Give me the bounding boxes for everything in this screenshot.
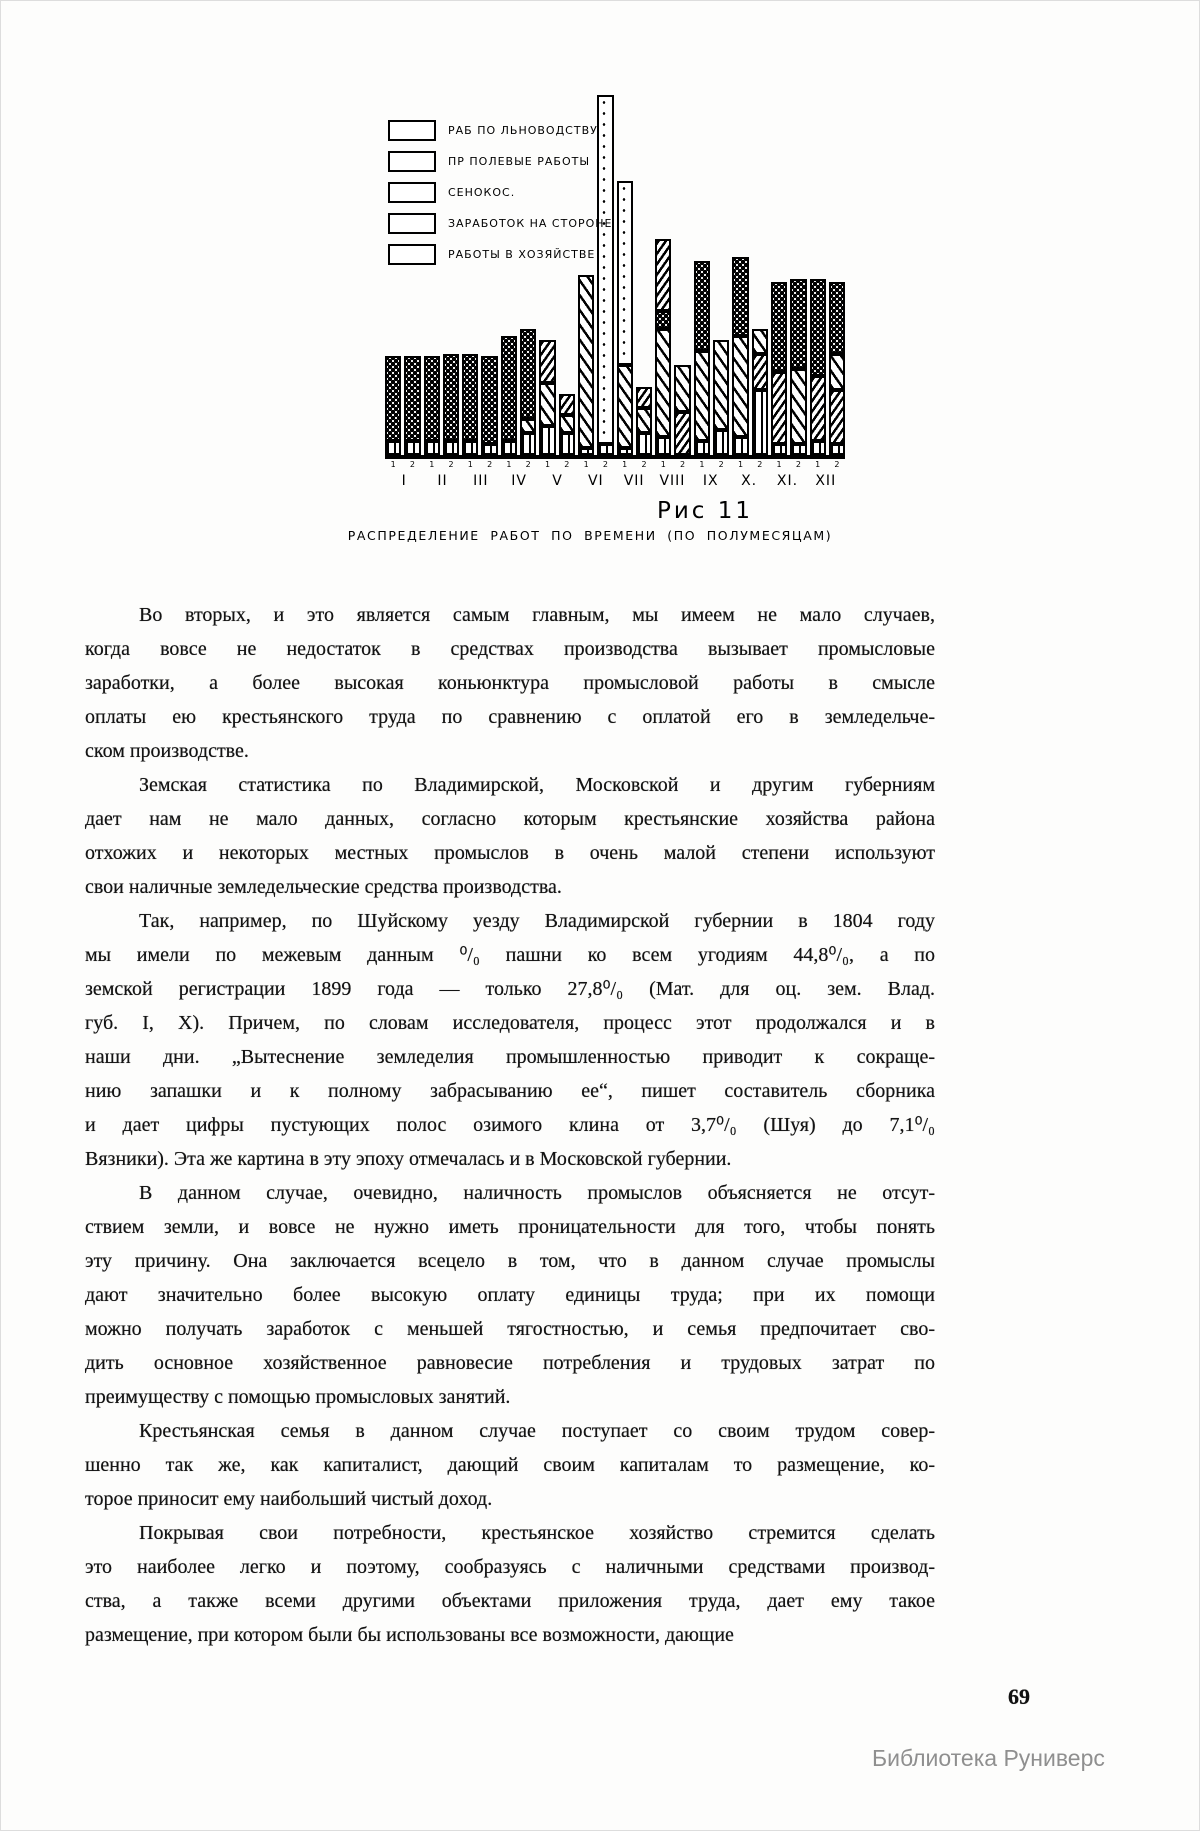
half-month-tick: 1 xyxy=(699,460,705,469)
text-line: отхожих и некоторых местных промыслов в очень малой степени используют xyxy=(85,842,935,864)
text-line: дают значительно более высокую оплату единицы труда; при их помощи xyxy=(85,1284,935,1306)
segment-polevye xyxy=(617,365,633,448)
segment-polevye xyxy=(559,415,575,433)
month-label: VI xyxy=(587,473,604,489)
bar-VII-2 xyxy=(636,387,652,455)
half-month-tick: 2 xyxy=(757,460,763,469)
segment-polevye xyxy=(713,340,729,430)
text-line: можно получать заработок с меньшей тягостностью, и семья предпочитает сво- xyxy=(85,1318,935,1340)
bar-X-1 xyxy=(732,257,748,455)
bar-VIII-1 xyxy=(655,239,671,455)
segment-hozyaystvo xyxy=(578,448,594,455)
legend-label: ПР ПОЛЕВЫЕ РАБОТЫ xyxy=(448,155,591,168)
segment-hozyaystvo xyxy=(617,448,633,455)
bar-VII-1 xyxy=(617,181,633,455)
half-month-tick: 2 xyxy=(564,460,570,469)
text-line: и дает цифры пустующих полос озимого клина от 3,7⁰/₀ (Шуя) до 7,1⁰/₀ xyxy=(85,1114,935,1136)
segment-lnovodstvo xyxy=(636,387,652,409)
month-label: II xyxy=(437,473,448,489)
segment-hozyaystvo xyxy=(694,441,710,455)
segment-zarabotok xyxy=(520,329,536,419)
segment-zarabotok xyxy=(810,279,826,376)
half-month-tick: 2 xyxy=(795,460,801,469)
segment-lnovodstvo xyxy=(829,390,845,444)
text-line: заработки, а более высокая коньюнктура промысловой работы в смысле xyxy=(85,672,935,694)
text-line: ствием земли, и вовсе не нужно иметь проницательности для того, чтобы понять xyxy=(85,1216,935,1238)
segment-zarabotok xyxy=(443,354,459,440)
segment-lnovodstvo xyxy=(655,239,671,311)
half-month-tick: 2 xyxy=(680,460,686,469)
bar-X-2 xyxy=(752,329,768,455)
segment-hozyaystvo xyxy=(481,444,497,455)
half-month-tick: 1 xyxy=(622,460,628,469)
segment-zarabotok xyxy=(694,261,710,351)
segment-polevye xyxy=(674,365,690,412)
legend-label: ЗАРАБОТОК НА СТОРОНЕ xyxy=(448,217,613,230)
bar-XI-1 xyxy=(771,282,787,455)
text-line: Покрывая свои потребности, крестьянское хозяйство стремится сделать xyxy=(139,1522,935,1544)
legend-item xyxy=(388,182,613,203)
segment-lnovodstvo xyxy=(771,372,787,444)
month-label: VIII xyxy=(659,473,686,489)
segment-zarabotok xyxy=(501,336,517,440)
month-label: IX xyxy=(702,473,719,489)
half-month-tick: 1 xyxy=(467,460,473,469)
segment-hozyaystvo xyxy=(790,444,806,455)
lnovodstvo-pattern-swatch xyxy=(388,120,436,141)
bar-IV-1 xyxy=(501,336,517,455)
bar-VI-1 xyxy=(578,275,594,455)
text-line: торое приносит ему наибольший чистый доход. xyxy=(85,1488,493,1510)
month-label: XII xyxy=(815,473,837,489)
bar-III-2 xyxy=(481,356,497,455)
segment-zarabotok xyxy=(424,356,440,441)
segment-polevye xyxy=(790,369,806,445)
segment-hozyaystvo xyxy=(424,441,440,455)
half-month-tick: 2 xyxy=(834,460,840,469)
legend-item xyxy=(388,213,613,234)
legend-item xyxy=(388,120,613,141)
text-line: оплаты ею крестьянского труда по сравнению с оплатой его в земледельче- xyxy=(85,706,935,728)
polevye-pattern-swatch xyxy=(388,151,436,172)
text-line: это наиболее легко и поэтому, сообразуясь с наличными средствами производ- xyxy=(85,1556,935,1578)
half-month-tick: 1 xyxy=(815,460,821,469)
segment-zarabotok xyxy=(481,356,497,444)
text-line: мы имели по межевым данным ⁰/₀ пашни ко всем угодиям 44,8⁰/₀, а по xyxy=(85,944,935,966)
bar-XII-2 xyxy=(829,282,845,455)
half-month-tick: 1 xyxy=(776,460,782,469)
segment-polevye xyxy=(732,336,748,437)
text-line: наши дни. „Вытеснение земледелия промышленностью приводит к сокраще- xyxy=(85,1046,935,1068)
segment-zarabotok xyxy=(462,354,478,440)
half-month-tick: 1 xyxy=(583,460,589,469)
half-month-tick: 1 xyxy=(737,460,744,469)
segment-zarabotok xyxy=(829,282,845,354)
half-month-tick: 1 xyxy=(660,460,666,469)
half-month-tick: 2 xyxy=(602,460,608,469)
segment-lnovodstvo xyxy=(752,354,768,390)
text-line: земской регистрации 1899 года — только 27,8⁰/₀ (Мат. для оц. зем. Влад. xyxy=(85,978,935,1000)
segment-polevye xyxy=(539,383,555,426)
legend-item xyxy=(388,244,613,265)
bar-IV-2 xyxy=(520,329,536,455)
legend-label: РАБОТЫ В ХОЗЯЙСТВЕ xyxy=(448,248,596,261)
text-line: Крестьянская семья в данном случае поступает со своим трудом совер- xyxy=(139,1420,935,1442)
segment-hozyaystvo xyxy=(443,441,459,455)
text-line: В данном случае, очевидно, наличность промыслов объясняется не отсут- xyxy=(139,1182,935,1204)
segment-hozyaystvo xyxy=(829,444,845,455)
library-watermark: Библиотека Руниверс xyxy=(872,1745,1105,1771)
segment-polevye xyxy=(829,354,845,390)
bar-IX-1 xyxy=(694,261,710,455)
half-month-tick: 2 xyxy=(641,460,647,469)
text-line: размещение, при котором были бы использованы все возможности, дающие xyxy=(85,1624,734,1646)
month-label: X. xyxy=(741,473,758,489)
bar-XII-1 xyxy=(810,279,826,455)
segment-hozyaystvo xyxy=(404,441,420,455)
month-label: IV xyxy=(511,473,527,489)
half-month-tick: 2 xyxy=(718,460,724,469)
month-label: I xyxy=(401,473,407,489)
segment-polevye xyxy=(655,329,671,437)
segment-zarabotok xyxy=(404,356,420,441)
month-label: VII xyxy=(623,473,645,489)
text-line: нию запашки и к полному забрасыванию ее“, пишет составитель сборника xyxy=(85,1080,935,1102)
segment-hozyaystvo xyxy=(559,433,575,455)
half-month-tick: 2 xyxy=(448,460,454,469)
bar-V-2 xyxy=(559,394,575,455)
segment-hozyaystvo xyxy=(655,437,671,455)
text-line: шенно так же, как капиталист, дающий своим капиталам то размещение, ко- xyxy=(85,1454,935,1476)
half-month-tick: 1 xyxy=(506,460,512,469)
text-line: дить основное хозяйственное равновесие потребления и трудовых затрат по xyxy=(85,1352,935,1374)
text-line: губ. I, X). Причем, по словам исследователя, процесс этот продолжался и в xyxy=(85,1012,935,1034)
segment-polevye xyxy=(694,351,710,441)
bar-I-2 xyxy=(404,356,420,455)
segment-hozyaystvo xyxy=(520,433,536,455)
text-line: эту причину. Она заключается всецело в том, что в данном случае промыслы xyxy=(85,1250,935,1272)
text-line: ства, а также всеми другими объектами приложения труда, дает ему такое xyxy=(85,1590,935,1612)
bar-V-1 xyxy=(539,340,555,455)
segment-hozyaystvo xyxy=(539,426,555,455)
bar-XI-2 xyxy=(790,279,806,455)
bar-IX-2 xyxy=(713,340,729,455)
zarabotok-pattern-swatch xyxy=(388,213,436,234)
figure-caption: РАСПРЕДЕЛЕНИЕ РАБОТ ПО ВРЕМЕНИ (ПО ПОЛУМЕСЯЦАМ) xyxy=(347,528,833,543)
segment-zarabotok xyxy=(655,311,671,329)
segment-zarabotok xyxy=(790,279,806,369)
segment-lnovodstvo xyxy=(559,394,575,416)
half-month-tick: 2 xyxy=(409,460,415,469)
segment-lnovodstvo xyxy=(810,376,826,441)
text-line: свои наличные земледельческие средства производства. xyxy=(85,876,562,898)
segment-polevye xyxy=(752,329,768,354)
bar-II-2 xyxy=(443,354,459,455)
bar-II-1 xyxy=(424,356,440,455)
bar-III-1 xyxy=(462,354,478,455)
segment-lnovodstvo xyxy=(539,340,555,383)
legend-label: СЕНОКОС. xyxy=(448,186,516,199)
bar-I-1 xyxy=(385,356,401,455)
text-line: Земская статистика по Владимирской, Московской и другим губерниям xyxy=(139,774,935,796)
half-month-tick: 1 xyxy=(429,460,435,469)
half-month-tick: 1 xyxy=(390,460,396,469)
legend-item xyxy=(388,151,613,172)
text-line: преимуществу с помощью промысловых занятий. xyxy=(85,1386,511,1408)
segment-hozyaystvo xyxy=(771,444,787,455)
hozyaystvo-pattern-swatch xyxy=(388,244,436,265)
figure-number: Рис 11 xyxy=(656,498,754,524)
segment-hozyaystvo xyxy=(385,441,401,455)
segment-polevye xyxy=(636,408,652,433)
body-text xyxy=(85,598,935,1652)
segment-zarabotok xyxy=(771,282,787,372)
text-line: Вязники). Эта же картина в эту эпоху отмечалась и в Московской губернии. xyxy=(85,1148,732,1170)
text-line: ском производстве. xyxy=(85,740,249,762)
segment-lnovodstvo xyxy=(674,412,690,455)
text-line: Так, например, по Шуйскому уезду Владимирской губернии в 1804 году xyxy=(139,910,935,932)
segment-hozyaystvo xyxy=(462,441,478,455)
page-number: 69 xyxy=(1008,1684,1030,1709)
segment-polevye xyxy=(578,275,594,448)
legend-label: РАБ ПО ЛЬНОВОДСТВУ xyxy=(448,124,598,137)
month-label: III xyxy=(473,473,489,489)
month-axis-row xyxy=(385,472,845,490)
segment-hozyaystvo xyxy=(732,437,748,455)
senokos-pattern-swatch xyxy=(388,182,436,203)
segment-hozyaystvo xyxy=(713,430,729,455)
figure-11 xyxy=(330,95,850,544)
chart-legend xyxy=(388,120,613,275)
month-label: V xyxy=(552,473,563,489)
bar-VIII-2 xyxy=(674,365,690,455)
segment-polevye xyxy=(520,419,536,433)
segment-zarabotok xyxy=(732,257,748,336)
segment-hozyaystvo xyxy=(752,390,768,455)
text-line: Во вторых, и это является самым главным, мы имеем не мало случаев, xyxy=(139,604,935,626)
segment-hozyaystvo xyxy=(636,433,652,455)
half-month-tick: 2 xyxy=(487,460,493,469)
segment-zarabotok xyxy=(385,356,401,441)
half-month-tick-row xyxy=(385,459,845,471)
text-line: дает нам не мало данных, согласно которым крестьянские хозяйства района xyxy=(85,808,935,830)
half-month-tick: 1 xyxy=(544,460,551,469)
segment-hozyaystvo xyxy=(810,441,826,455)
segment-senokos xyxy=(617,181,633,365)
month-label: XI. xyxy=(776,473,799,489)
text-line: когда вовсе не недостаток в средствах производства вызывает промысловые xyxy=(85,638,935,660)
segment-hozyaystvo xyxy=(501,441,517,455)
segment-hozyaystvo xyxy=(597,444,613,455)
half-month-tick: 2 xyxy=(525,460,531,469)
